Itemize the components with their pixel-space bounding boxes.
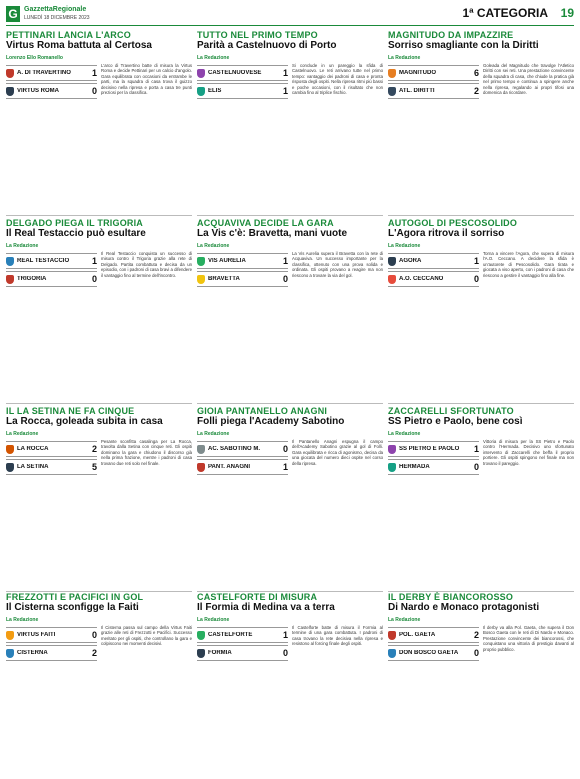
logo-icon: G bbox=[6, 6, 20, 22]
article-body: Vittoria di misura per la SS Pietro e Paolo contro l'Hermada. Decisivo uno sfortunato intervento di Zaccarelli che beffa il proprio portiere. Gli ospiti spingono nel finale ma non trovano il pareggio. bbox=[483, 439, 574, 466]
home-team-row bbox=[388, 65, 479, 81]
article-byline: La Redazione bbox=[388, 243, 421, 249]
home-crest-icon bbox=[197, 445, 205, 454]
away-crest-icon bbox=[6, 87, 14, 96]
home-team-row bbox=[197, 65, 288, 81]
home-team-row bbox=[6, 441, 97, 457]
home-team-row bbox=[6, 253, 97, 269]
article-kicker: IL LA SETINA NE FA CINQUE bbox=[6, 406, 135, 416]
away-team-name: VIRTUS ROMA bbox=[17, 88, 59, 94]
match-article bbox=[388, 30, 574, 214]
away-team-name: ATL. DIRITTI bbox=[399, 88, 435, 94]
away-team-name: TRIGORIA bbox=[17, 276, 47, 282]
away-team-row bbox=[388, 645, 479, 661]
home-team-row bbox=[6, 65, 97, 81]
article-byline: La Redazione bbox=[388, 617, 421, 623]
article-body: Pesante sconfitta casalinga per La Rocca, travolta dalla Setina con cinque reti. Gli ospiti dominano la gara e chiudono il discorso già nella prima frazione, mentre i padroni di casa trovano due reti solo nel finale. bbox=[101, 439, 192, 466]
away-team-score: 0 bbox=[282, 274, 288, 284]
home-team-score: 0 bbox=[91, 630, 97, 640]
home-team-name: POL. GAETA bbox=[399, 632, 436, 638]
away-team-name: LA SETINA bbox=[17, 464, 49, 470]
home-team-score: 1 bbox=[473, 444, 479, 454]
home-crest-icon bbox=[6, 631, 14, 640]
row-divider bbox=[6, 403, 192, 404]
home-team-score: 1 bbox=[282, 68, 288, 78]
article-byline: La Redazione bbox=[388, 431, 421, 437]
article-headline: Sorriso smagliante con la Diritti bbox=[388, 40, 539, 51]
away-crest-icon bbox=[197, 87, 205, 96]
page-number: 19 bbox=[560, 6, 574, 20]
home-crest-icon bbox=[388, 69, 396, 78]
publication-name: GazzettaRegionale bbox=[24, 6, 87, 13]
article-headline: La Vis c'è: Bravetta, mani vuote bbox=[197, 228, 348, 239]
home-team-name: LA ROCCA bbox=[17, 446, 49, 452]
article-byline: La Redazione bbox=[6, 243, 39, 249]
away-team-row bbox=[197, 83, 288, 99]
away-crest-icon bbox=[6, 463, 14, 472]
away-team-score: 0 bbox=[282, 648, 288, 658]
home-crest-icon bbox=[6, 445, 14, 454]
home-crest-icon bbox=[197, 631, 205, 640]
away-team-name: PANT. ANAGNI bbox=[208, 464, 250, 470]
away-crest-icon bbox=[388, 649, 396, 658]
home-team-name: CASTELFORTE bbox=[208, 632, 253, 638]
away-team-score: 0 bbox=[473, 462, 479, 472]
article-headline: Folli piega l'Academy Sabotino bbox=[197, 416, 345, 427]
article-byline: La Redazione bbox=[6, 431, 39, 437]
masthead bbox=[6, 4, 574, 26]
article-headline: L'Agora ritrova il sorriso bbox=[388, 228, 505, 239]
away-team-score: 5 bbox=[91, 462, 97, 472]
away-team-row bbox=[388, 459, 479, 475]
article-kicker: AUTOGOL DI PESCOSOLIDO bbox=[388, 218, 518, 228]
article-body: Il Pantanello Anagni espugna il campo dell'Academy Sabotino grazie al gol di Folli. Gara equilibrata e ricca di agonismo, decisa da una giocata del numero dieci ospite nel corso della ripresa. bbox=[292, 439, 383, 466]
home-team-row bbox=[197, 627, 288, 643]
match-article bbox=[388, 592, 574, 776]
article-body: Il Castelforte batte di misura il Formia al termine di una gara combattuta. I padroni di casa trovano la rete decisiva nella ripresa e resistono al forcing finale degli ospiti. bbox=[292, 625, 383, 647]
row-divider bbox=[388, 403, 574, 404]
away-team-name: FORMIA bbox=[208, 650, 232, 656]
away-team-row bbox=[6, 645, 97, 661]
away-team-row bbox=[6, 83, 97, 99]
article-kicker: IL DERBY È BIANCOROSSO bbox=[388, 592, 514, 602]
away-crest-icon bbox=[388, 463, 396, 472]
away-crest-icon bbox=[388, 87, 396, 96]
home-crest-icon bbox=[197, 257, 205, 266]
away-team-name: DON BOSCO GAETA bbox=[399, 650, 459, 656]
away-team-name: CISTERNA bbox=[17, 650, 48, 656]
article-kicker: MAGNITUDO DA IMPAZZIRE bbox=[388, 30, 514, 40]
row-divider bbox=[388, 215, 574, 216]
home-crest-icon bbox=[388, 257, 396, 266]
match-article bbox=[6, 406, 192, 590]
away-crest-icon bbox=[197, 463, 205, 472]
away-team-row bbox=[197, 459, 288, 475]
home-team-row bbox=[388, 627, 479, 643]
match-article bbox=[197, 218, 383, 402]
home-team-row bbox=[388, 253, 479, 269]
article-byline: Lorenzo Ello Romanello bbox=[6, 55, 63, 61]
article-body: Il Cisterna passa sul campo della Virtus Faiti grazie alle reti di Frezzotti e Pacifici. Successo meritato per gli ospiti, che controllano la gara e colpiscono nei momenti decisivi. bbox=[101, 625, 192, 647]
home-team-score: 2 bbox=[91, 444, 97, 454]
article-kicker: DELGADO PIEGA IL TRIGORIA bbox=[6, 218, 144, 228]
article-kicker: ZACCARELLI SFORTUNATO bbox=[388, 406, 514, 416]
match-article bbox=[197, 406, 383, 590]
away-team-score: 0 bbox=[91, 274, 97, 284]
match-article bbox=[6, 592, 192, 776]
article-kicker: CASTELFORTE DI MISURA bbox=[197, 592, 318, 602]
home-team-name: CASTELNUOVESE bbox=[208, 70, 262, 76]
article-byline: La Redazione bbox=[197, 243, 230, 249]
article-headline: SS Pietro e Paolo, bene così bbox=[388, 416, 523, 427]
article-body: Goleada del Magnitudo che travolge l'Atletico Diritti con sei reti. Una prestazione convincente della squadra di casa, che chiude la pratica già nel primo tempo e continua a spingere anche nella ripresa, regalando ai propri tifosi una domenica da ricordare. bbox=[483, 63, 574, 96]
article-body: Il derby va alla Pol. Gaeta, che supera il Don Bosco Gaeta con le reti di Di Nardo e Monaco. Prestazione convincente dei biancorossi, che conquistano una vittoria di prestigio davanti al proprio pubblico. bbox=[483, 625, 574, 652]
article-byline: La Redazione bbox=[197, 617, 230, 623]
home-team-name: VIRTUS FAITI bbox=[17, 632, 56, 638]
away-team-name: ELIS bbox=[208, 88, 222, 94]
article-byline: La Redazione bbox=[6, 617, 39, 623]
away-team-row bbox=[197, 645, 288, 661]
away-team-score: 1 bbox=[282, 86, 288, 96]
home-crest-icon bbox=[388, 631, 396, 640]
away-team-name: BRAVETTA bbox=[208, 276, 240, 282]
article-headline: La Rocca, goleada subita in casa bbox=[6, 416, 163, 427]
home-team-name: AGORA bbox=[399, 258, 422, 264]
home-team-name: REAL TESTACCIO bbox=[17, 258, 70, 264]
article-headline: Il Formia di Medina va a terra bbox=[197, 602, 335, 613]
match-article bbox=[197, 30, 383, 214]
article-headline: Parità a Castelnuovo di Porto bbox=[197, 40, 337, 51]
home-crest-icon bbox=[388, 445, 396, 454]
article-headline: Il Cisterna sconfigge la Faiti bbox=[6, 602, 139, 613]
article-byline: La Redazione bbox=[197, 431, 230, 437]
away-crest-icon bbox=[6, 649, 14, 658]
row-divider bbox=[6, 215, 192, 216]
article-kicker: PETTINARI LANCIA L'ARCO bbox=[6, 30, 131, 40]
article-body: L'arco di Travertino batte di misura la Virtus Roma e decide Pettinari per un calcio d'angolo. Gara equilibrata con occasioni da entrambe le parti, ma la squadra di casa trova il guizzo decisivo nella ripresa e porta a casa tre punti preziosi per la classifica. bbox=[101, 63, 192, 96]
home-team-row bbox=[197, 441, 288, 457]
home-team-row bbox=[6, 627, 97, 643]
article-headline: Il Real Testaccio può esultare bbox=[6, 228, 146, 239]
article-kicker: TUTTO NEL PRIMO TEMPO bbox=[197, 30, 318, 40]
home-team-name: AC. SABOTINO M. bbox=[208, 446, 260, 452]
article-body: La Vis Aurelia supera il Bravetta con la rete di Acquaviva. Un successo importante per la classifica, ottenuto con una prova solida e ordinata. Gli ospiti provano a reagire ma non riescono a trovare la via del gol. bbox=[292, 251, 383, 278]
home-crest-icon bbox=[197, 69, 205, 78]
away-crest-icon bbox=[197, 649, 205, 658]
match-article bbox=[6, 30, 192, 214]
article-body: Il Real Testaccio conquista un successo di misura contro il Trigoria grazie alla rete di Delgado. Partita combattuta e decisa da un episodio, con i padroni di casa bravi a difendere il vantaggio fino al termine dell'incontro. bbox=[101, 251, 192, 278]
match-article bbox=[6, 218, 192, 402]
home-team-name: VIS AURELIA bbox=[208, 258, 246, 264]
home-team-row bbox=[388, 441, 479, 457]
home-crest-icon bbox=[6, 257, 14, 266]
home-team-score: 1 bbox=[282, 630, 288, 640]
match-article bbox=[388, 406, 574, 590]
home-team-name: MAGNITUDO bbox=[399, 70, 436, 76]
article-byline: La Redazione bbox=[388, 55, 421, 61]
away-team-score: 0 bbox=[473, 274, 479, 284]
home-team-score: 6 bbox=[473, 68, 479, 78]
home-crest-icon bbox=[6, 69, 14, 78]
row-divider bbox=[197, 403, 383, 404]
article-body: Torna a vincere l'Agora, che supera di misura l'A.O. Ceccano. A decidere la sfida è un'autorete di Pescosolido. Gara tirata e giocata a viso aperto, con i padroni di casa che riescono a gestire il vantaggio fino alla fine. bbox=[483, 251, 574, 278]
home-team-name: SS PIETRO E PAOLO bbox=[399, 446, 460, 452]
away-team-row bbox=[388, 271, 479, 287]
away-team-score: 1 bbox=[282, 462, 288, 472]
away-team-score: 0 bbox=[473, 648, 479, 658]
article-kicker: ACQUAVIVA DECIDE LA GARA bbox=[197, 218, 334, 228]
away-team-name: HERMADA bbox=[399, 464, 430, 470]
home-team-row bbox=[197, 253, 288, 269]
away-crest-icon bbox=[197, 275, 205, 284]
article-byline: La Redazione bbox=[197, 55, 230, 61]
away-team-row bbox=[388, 83, 479, 99]
article-headline: Virtus Roma battuta al Certosa bbox=[6, 40, 152, 51]
away-team-score: 2 bbox=[473, 86, 479, 96]
publication-date: LUNEDÌ 18 DICEMBRE 2023 bbox=[24, 15, 90, 21]
away-team-row bbox=[6, 271, 97, 287]
match-article bbox=[388, 218, 574, 402]
away-team-row bbox=[197, 271, 288, 287]
article-kicker: FREZZOTTI E PACIFICI IN GOL bbox=[6, 592, 144, 602]
home-team-name: A. DI TRAVERTINO bbox=[17, 70, 71, 76]
article-body: Si conclude in un pareggio la sfida di Castelnuovo. Le reti arrivano tutte nel primo tempo: vantaggio dei padroni di casa e pronta risposta degli ospiti. Nella ripresa ritmi più bassi e poche occasioni, con il risultato che non cambia fino al triplice fischio. bbox=[292, 63, 383, 96]
away-crest-icon bbox=[388, 275, 396, 284]
away-crest-icon bbox=[6, 275, 14, 284]
home-team-score: 1 bbox=[473, 256, 479, 266]
home-team-score: 2 bbox=[473, 630, 479, 640]
away-team-name: A.O. CECCANO bbox=[399, 276, 444, 282]
home-team-score: 1 bbox=[282, 256, 288, 266]
section-title: 1ª CATEGORIA bbox=[462, 6, 548, 20]
match-article bbox=[197, 592, 383, 776]
article-kicker: GIOIA PANTANELLO ANAGNI bbox=[197, 406, 328, 416]
home-team-score: 1 bbox=[91, 256, 97, 266]
away-team-score: 2 bbox=[91, 648, 97, 658]
row-divider bbox=[197, 215, 383, 216]
article-headline: Di Nardo e Monaco protagonisti bbox=[388, 602, 540, 613]
home-team-score: 1 bbox=[91, 68, 97, 78]
away-team-score: 0 bbox=[91, 86, 97, 96]
away-team-row bbox=[6, 459, 97, 475]
home-team-score: 0 bbox=[282, 444, 288, 454]
